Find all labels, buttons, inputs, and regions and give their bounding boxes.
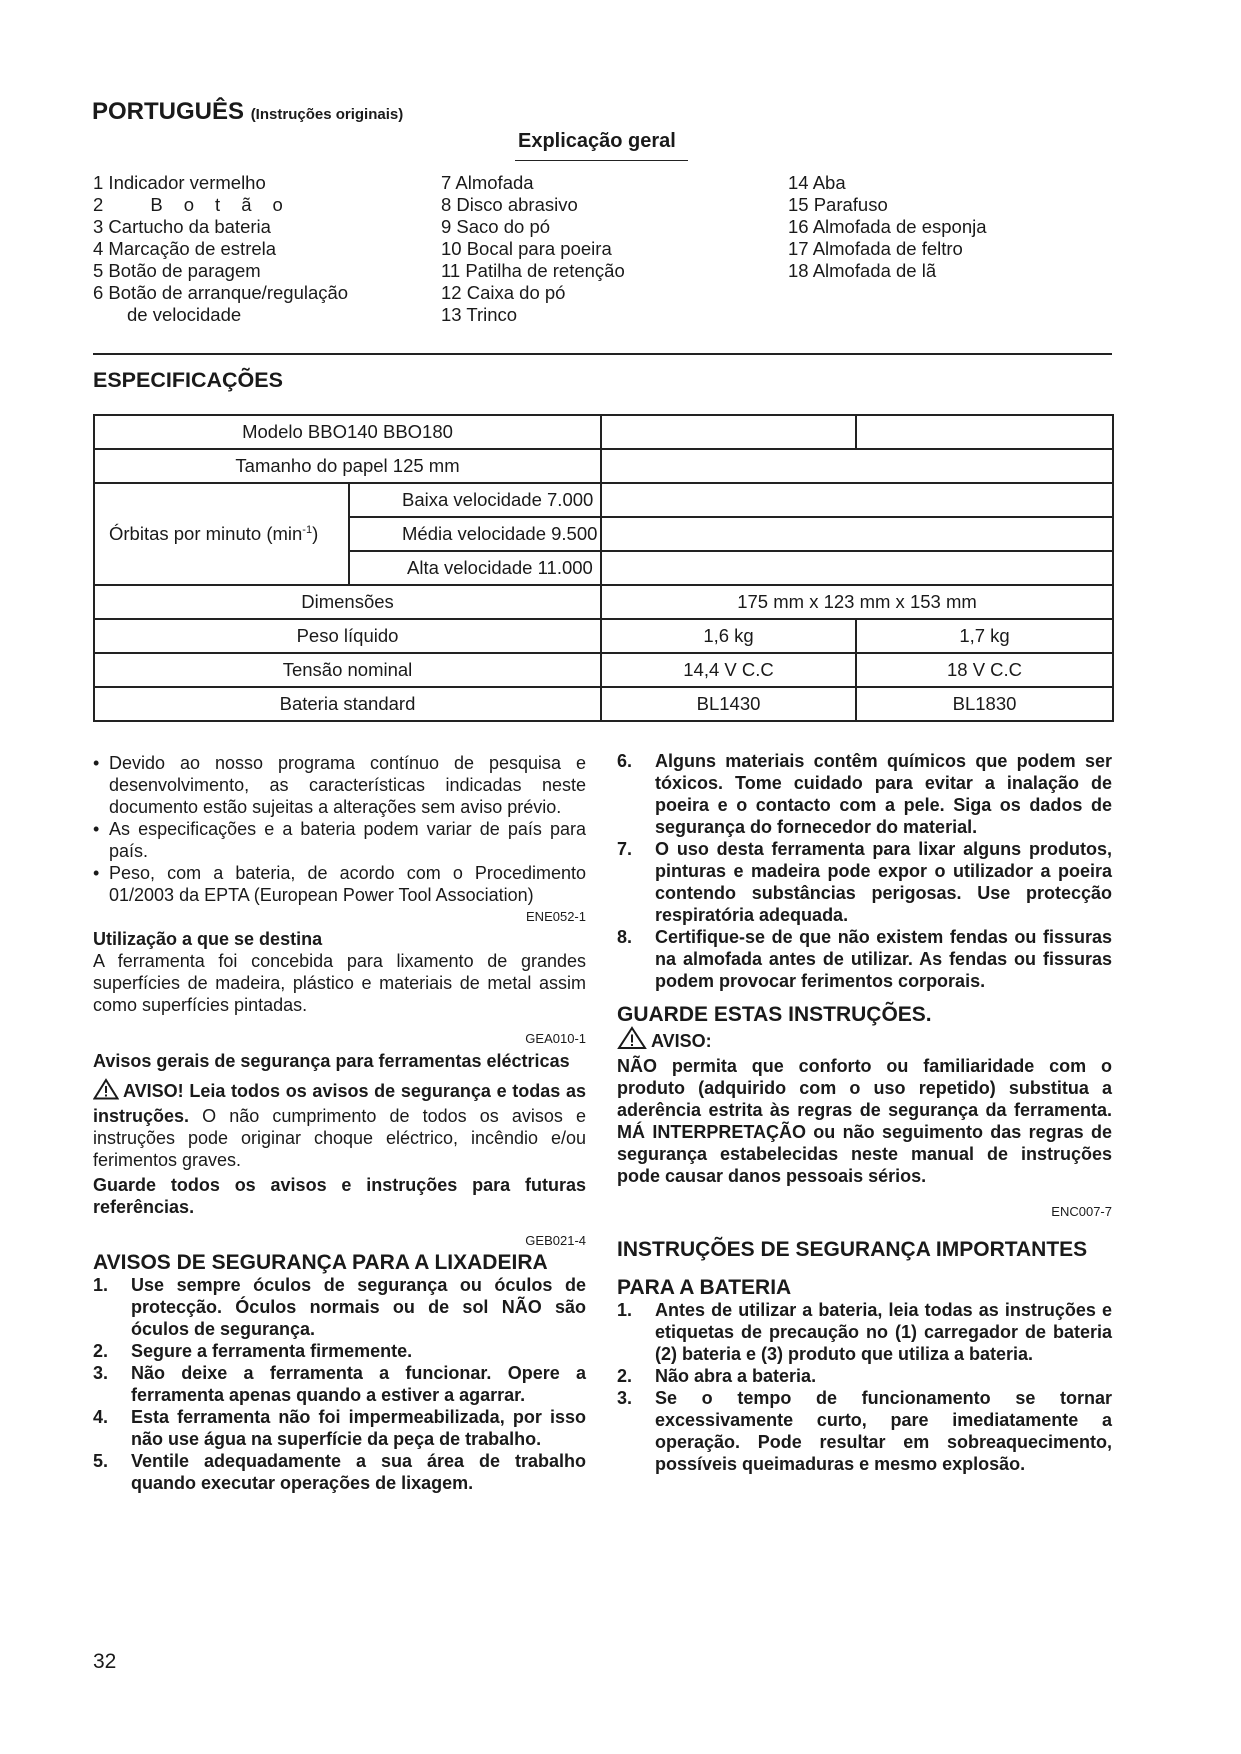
doc-code: GEA010-1 (525, 1031, 586, 1046)
battery-item (617, 1365, 1112, 1387)
item-number: 1. (93, 1275, 109, 1295)
item-text: Não deixe a ferramenta a funcionar. Opere a ferramenta apenas quando a estiver a agarrar. (131, 1363, 586, 1405)
item-text: Se o tempo de funcionamento se tornar excessivamente curto, pare imediatamente a operação. Pode resultar em sobreaquecimento, possíveis queimaduras e mesmo explosão. (655, 1388, 1112, 1474)
table-row (94, 415, 1113, 449)
voltage-value-cell: 18 V C.C (856, 653, 1113, 687)
dimensions-label-cell: Dimensões (94, 585, 601, 619)
caution-label-line (617, 1026, 1112, 1055)
item-number: 8. (617, 927, 633, 947)
section-divider (93, 353, 1112, 355)
sander-item (93, 1274, 586, 1340)
left-column (93, 752, 586, 1494)
paper-size-cell: Tamanho do papel 125 mm (94, 449, 601, 483)
item-text: O uso desta ferramenta para lixar alguns produtos, pinturas e madeira pode expor o utilizador a poeira contendo substâncias perigosas. Use protecção respiratória adequada. (655, 839, 1112, 925)
battery-item (617, 1387, 1112, 1475)
sander-item (617, 926, 1112, 992)
doc-code: ENE052-1 (526, 909, 586, 924)
language-note: (Instruções originais) (250, 106, 404, 123)
empty-cell (601, 551, 1113, 585)
part-item: 4 Marcação de estrela (93, 238, 277, 259)
table-row (94, 653, 1113, 687)
item-text: Certifique-se de que não existem fendas ou fissuras na almofada antes de utilizar. As fendas ou fissuras podem provocar ferimentos corporais. (655, 927, 1112, 991)
orbits-label-cell (94, 483, 349, 585)
part-item: 11 Patilha de retenção (441, 260, 625, 281)
battery-label-cell: Bateria standard (94, 687, 601, 721)
model-cell: Modelo BBO140 BBO180 (94, 415, 601, 449)
empty-cell (601, 517, 1113, 551)
spec-note: • Devido ao nosso programa contínuo de pesquisa e desenvolvimento, as características indicadas neste documento estão sujeitas a alterações sem aviso prévio. (93, 752, 586, 818)
warning-triangle-icon (617, 1026, 647, 1055)
parts-column-3 (788, 172, 987, 282)
language-name: PORTUGUÊS (92, 98, 245, 125)
part-item: 10 Bocal para poeira (441, 238, 612, 259)
item-text: Ventile adequadamente a sua área de trabalho quando executar operações de lixagem. (131, 1451, 586, 1493)
item-text: Segure a ferramenta firmemente. (131, 1341, 413, 1361)
sander-warnings-title: AVISOS DE SEGURANÇA PARA A LIXADEIRA (93, 1251, 548, 1274)
orbits-unit-exponent: -1 (302, 523, 313, 536)
item-number: 5. (93, 1451, 109, 1471)
part-item: 13 Trinco (441, 304, 518, 325)
item-number: 2. (93, 1341, 109, 1361)
item-text: Esta ferramenta não foi impermeabilizada, por isso não use água na superfície da peça de trabalho. (131, 1407, 586, 1449)
doc-code: GEB021-4 (525, 1233, 586, 1248)
sander-item (617, 838, 1112, 926)
orbits-label-close: ) (312, 523, 319, 544)
doc-code: ENC007-7 (1051, 1204, 1112, 1219)
table-row (94, 483, 1113, 517)
specifications-table (93, 414, 1114, 722)
empty-cell (601, 483, 1113, 517)
weight-value-cell: 1,7 kg (856, 619, 1113, 653)
sander-item (617, 750, 1112, 838)
orbits-label: Órbitas por minuto (min (109, 523, 303, 544)
speed-mid-cell: Média velocidade 9.500 (349, 517, 601, 551)
right-column (617, 750, 1112, 1475)
weight-label-cell: Peso líquido (94, 619, 601, 653)
general-warnings-title: Avisos gerais de segurança para ferramentas eléctricas (93, 1051, 570, 1071)
item-number: 2. (617, 1366, 633, 1386)
warning-triangle-icon (93, 1078, 119, 1105)
table-row (94, 585, 1113, 619)
warning-text: O não cumprimento de todos os avisos e instruções pode originar choque eléctrico, incêndio e/ou ferimentos graves. (93, 1106, 586, 1170)
table-row (94, 687, 1113, 721)
item-number: 3. (93, 1363, 109, 1383)
part-item: 1 Indicador vermelho (93, 172, 266, 193)
battery-section-title: PARA A BATERIA (617, 1276, 792, 1299)
item-text: Use sempre óculos de segurança ou óculos de protecção. Óculos normais ou de sol NÃO são óculos de segurança. (131, 1275, 586, 1339)
item-number: 1. (617, 1300, 633, 1320)
part-item: 9 Saco do pó (441, 216, 551, 237)
part-item: 14 Aba (788, 172, 846, 193)
part-item: 8 Disco abrasivo (441, 194, 578, 215)
speed-low-cell: Baixa velocidade 7.000 (349, 483, 601, 517)
weight-value-cell: 1,6 kg (601, 619, 856, 653)
dimensions-value-cell: 175 mm x 123 mm x 153 mm (601, 585, 1113, 619)
part-item: 3 Cartucho da bateria (93, 216, 271, 237)
part-item: 7 Almofada (441, 172, 534, 193)
item-number: 4. (93, 1407, 109, 1427)
sander-item (93, 1406, 586, 1450)
title-underline (515, 160, 688, 161)
caution-label: AVISO: (651, 1031, 712, 1051)
speed-high-cell: Alta velocidade 11.000 (349, 551, 601, 585)
empty-cell (856, 415, 1113, 449)
spec-note: • As especificações e a bateria podem variar de país para país. (93, 818, 586, 862)
page-number: 32 (93, 1650, 117, 1673)
part-item: de velocidade (127, 304, 242, 325)
empty-cell (601, 415, 856, 449)
important-safety-title: INSTRUÇÕES DE SEGURANÇA IMPORTANTES (617, 1238, 1088, 1261)
battery-value-cell: BL1830 (856, 687, 1113, 721)
item-number: 7. (617, 839, 633, 859)
parts-column-1 (93, 172, 348, 326)
voltage-label-cell: Tensão nominal (94, 653, 601, 687)
general-warning-paragraph (93, 1078, 586, 1171)
item-text: Não abra a bateria. (655, 1366, 817, 1386)
item-text: Antes de utilizar a bateria, leia todas as instruções e etiquetas de precaução no (1) carregador de bateria (2) bateria e (3) produto que utiliza a bateria. (655, 1300, 1112, 1364)
intended-use-title: Utilização a que se destina (93, 929, 323, 949)
caution-text: NÃO permita que conforto ou familiaridade com o produto (adquirido com o uso repetido) substitua a aderência estrita às regras de segurança da ferramenta. MÁ INTERPRETAÇÃO ou não seguimento das regras de segurança estabelecidas neste manual de instruções pode causar danos pessoais sérios. (617, 1056, 1112, 1186)
keep-instructions-title: GUARDE ESTAS INSTRUÇÕES. (617, 1003, 932, 1026)
part-item: 2 Botão (93, 194, 304, 215)
part-item: 6 Botão de arranque/regulação (93, 282, 349, 303)
general-explanation-title: Explicação geral (518, 130, 676, 152)
empty-cell (601, 449, 1113, 483)
item-number: 6. (617, 751, 633, 771)
spec-note: • Peso, com a bateria, de acordo com o Procedimento 01/2003 da EPTA (European Power Tool Association) (93, 862, 586, 906)
keep-instructions-text: Guarde todos os avisos e instruções para futuras referências. (93, 1175, 586, 1217)
parts-column-2 (441, 172, 625, 326)
part-item: 15 Parafuso (788, 194, 888, 215)
sander-item (93, 1450, 586, 1494)
intended-use-text: A ferramenta foi concebida para lixamento de grandes superfícies de madeira, plástico e materiais de metal assim como superfícies pintadas. (93, 951, 586, 1015)
battery-item (617, 1299, 1112, 1365)
specifications-title: ESPECIFICAÇÕES (93, 368, 283, 392)
warning-bold-text: AVISO! Leia todos os avisos de segurança e todas as instruções. (93, 1081, 586, 1126)
part-item: 16 Almofada de esponja (788, 216, 987, 237)
battery-value-cell: BL1430 (601, 687, 856, 721)
voltage-value-cell: 14,4 V C.C (601, 653, 856, 687)
language-title (92, 98, 403, 126)
part-item: 18 Almofada de lã (788, 260, 937, 281)
table-row (94, 449, 1113, 483)
sander-item (93, 1362, 586, 1406)
sander-item (93, 1340, 586, 1362)
part-item: 17 Almofada de feltro (788, 238, 963, 259)
part-item: 12 Caixa do pó (441, 282, 566, 303)
part-item: 5 Botão de paragem (93, 260, 261, 281)
table-row (94, 619, 1113, 653)
item-text: Alguns materiais contêm químicos que podem ser tóxicos. Tome cuidado para evitar a inalação de poeira e o contacto com a pele. Siga os dados de segurança do fornecedor do material. (655, 751, 1112, 837)
item-number: 3. (617, 1388, 633, 1408)
